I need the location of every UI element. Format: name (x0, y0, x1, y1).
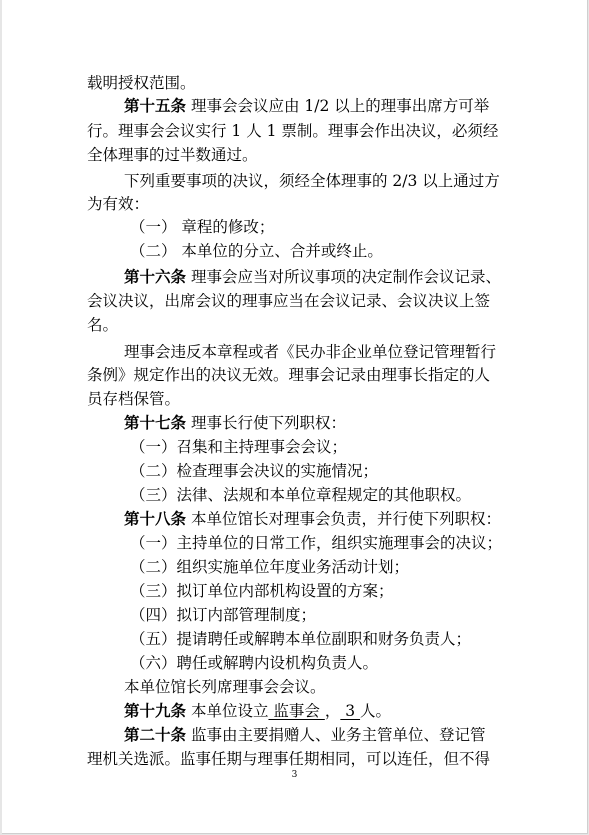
text-segment: 会议决议，出席会议的理事应当在会议记录、会议决议上签 (87, 292, 491, 310)
text-segment: 理事长行使下列职权： (186, 414, 346, 432)
text-line (130, 604, 316, 626)
text-segment: （一）主持单位的日常工作，组织实施理事会的决议； (130, 534, 503, 552)
text-segment: 理事会应当对所议事项的决定制作会议记录、 (186, 268, 501, 286)
text-line (130, 240, 383, 262)
text-segment: 员存档保管。 (87, 390, 181, 408)
text-segment: （三）法律、法规和本单位章程规定的其他职权。 (130, 486, 472, 504)
text-line (124, 676, 326, 698)
text-segment: ， (324, 702, 341, 720)
text-line (124, 341, 496, 363)
text-segment: （二）检查理事会决议的实施情况； (130, 462, 379, 480)
text-line (87, 120, 498, 142)
text-segment: 为有效： (87, 195, 150, 213)
text-line (87, 72, 196, 94)
text-segment: 理事会违反本章程或者《民办非企业单位登记管理暂行 (124, 343, 497, 361)
text-line (87, 748, 490, 770)
text-segment: （六）聘任或解聘内设机构负责人。 (130, 654, 379, 672)
document-page (2, 0, 588, 834)
article-heading: 第十九条 (124, 701, 187, 720)
text-line (130, 532, 502, 554)
article-heading: 第十六条 (124, 267, 187, 286)
text-line (130, 628, 471, 650)
text-line (130, 484, 471, 506)
text-line (124, 700, 391, 722)
underlined-field: 3 (340, 702, 361, 720)
text-line (87, 144, 258, 166)
text-segment: 理事会会议应由 1/2 以上的理事出席方可举 (186, 97, 490, 115)
text-line (124, 412, 346, 434)
text-line (87, 314, 118, 336)
text-line (87, 364, 490, 386)
text-line (87, 193, 149, 215)
text-segment: （五）提请聘任或解聘本单位副职和财务负责人； (130, 630, 472, 648)
text-line (130, 652, 378, 674)
underlined-field: 监事会 (268, 702, 325, 720)
text-segment: （一）召集和主持理事会会议； (130, 438, 348, 456)
text-line (130, 216, 274, 238)
text-segment: 行。理事会会议实行 1 人 1 票制。理事会作出决议，必须经 (87, 122, 499, 140)
text-line (130, 580, 394, 602)
text-line (124, 266, 501, 288)
text-segment: 本单位馆长列席理事会会议。 (124, 678, 326, 696)
text-line (124, 95, 489, 117)
text-segment: 全体理事的过半数通过。 (87, 146, 258, 164)
text-segment: （二）组织实施单位年度业务活动计划； (130, 558, 410, 576)
text-segment: 载明授权范围。 (87, 74, 196, 92)
text-line (124, 170, 500, 192)
text-line (124, 724, 485, 746)
text-segment: 条例》规定作出的决议无效。理事会记录由理事长指定的人 (87, 366, 491, 384)
text-segment: 本单位设立 (186, 702, 269, 720)
page-number: 3 (291, 770, 298, 780)
text-segment: （三）拟订单位内部机构设置的方案； (130, 582, 394, 600)
text-segment: 名。 (87, 316, 119, 334)
text-segment: （二） 本单位的分立、合并或终止。 (130, 242, 383, 260)
article-heading: 第十七条 (124, 413, 187, 432)
text-line (87, 388, 180, 410)
text-line (130, 460, 378, 482)
text-line (124, 508, 501, 530)
article-heading: 第十八条 (124, 509, 187, 528)
text-segment: （一） 章程的修改； (130, 218, 275, 236)
text-line (130, 436, 347, 458)
article-heading: 第二十条 (124, 725, 187, 744)
text-segment: 理机关选派。监事任期与理事任期相同，可以连任，但不得 (87, 750, 491, 768)
text-line (87, 290, 490, 312)
text-segment: 监事由主要捐赠人、业务主管单位、登记管 (186, 726, 486, 744)
text-segment: （四）拟订内部管理制度； (130, 606, 317, 624)
text-segment: 下列重要事项的决议，须经全体理事的 2/3 以上通过方 (124, 172, 500, 190)
text-segment: 本单位馆长对理事会负责，并行使下列职权： (186, 510, 501, 528)
article-heading: 第十五条 (124, 96, 187, 115)
text-line (130, 556, 409, 578)
text-segment: 人。 (360, 702, 392, 720)
